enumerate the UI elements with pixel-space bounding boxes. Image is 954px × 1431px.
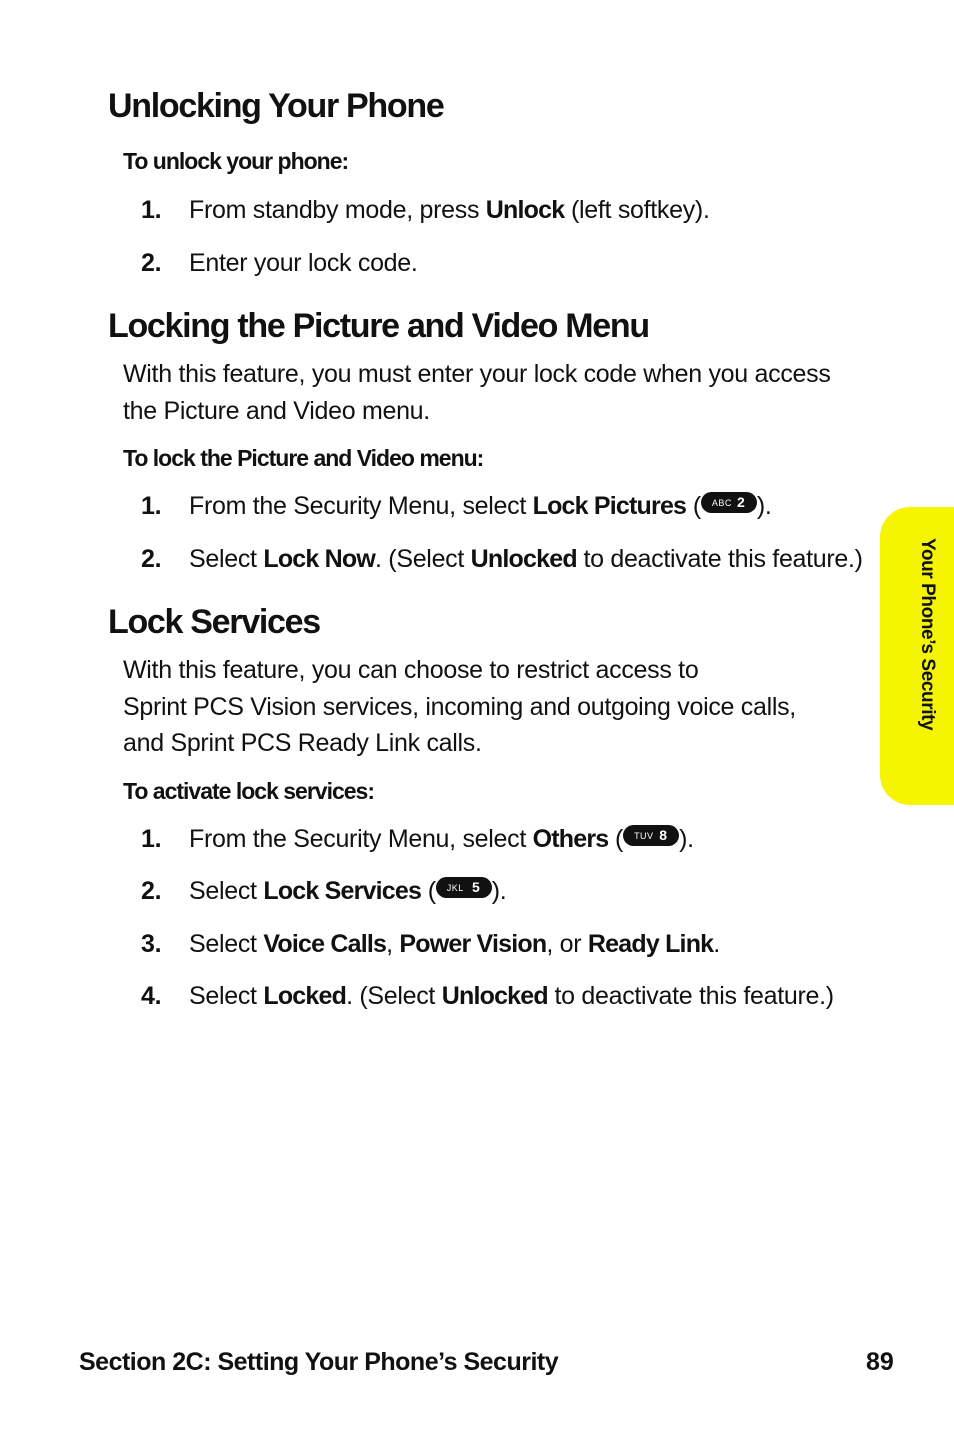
subhead-lock-picture: To lock the Picture and Video menu: [123,445,484,471]
services-intro [123,652,868,762]
keypad-8-icon: TUV 8 [623,825,679,846]
step-text: . (Select [375,544,471,573]
step-text: (left softkey). [564,196,710,224]
step-bold-locked: Locked [263,982,347,1010]
step-text: Select [189,544,264,573]
step-bold-lock-services: Lock Services [263,877,422,905]
step-bold-lock-now: Lock Now [263,544,376,573]
step-number: 1. [141,196,162,224]
step-text: Select [189,877,264,905]
step-number: 4. [141,982,162,1010]
step-text: , [386,929,400,958]
step-text: ( [686,492,701,520]
section-heading-unlocking: Unlocking Your Phone [108,87,444,125]
step-text: to deactivate this feature.) [576,544,863,573]
step-bold-lock-pictures: Lock Pictures [532,492,687,520]
intro-line: Sprint PCS Vision services, incoming and outgoing voice calls, [123,692,796,721]
section-heading-lock-services: Lock Services [108,603,320,641]
step-number: 1. [141,824,162,853]
step-text: From the Security Menu, select [189,824,533,853]
step-text: . (Select [346,982,442,1010]
step-bold-ready-link: Ready Link [587,929,714,958]
intro-line: and Sprint PCS Ready Link calls. [123,729,482,757]
keypad-2-icon: ABC 2 [701,492,757,513]
list-item [108,245,868,283]
footer-section-title: Section 2C: Setting Your Phone’s Security [79,1348,559,1376]
list-item [108,926,868,964]
step-text: From the Security Menu, select [189,492,533,520]
list-item [108,873,868,911]
step-text: , or [546,929,588,958]
step-bold-unlocked: Unlocked [470,544,577,573]
intro-line: With this feature, you can choose to restrict access to [123,656,699,684]
step-text: to deactivate this feature.) [547,982,834,1010]
subhead-unlock: To unlock your phone: [123,148,349,174]
section-heading-locking: Locking the Picture and Video Menu [108,307,649,345]
step-text: ). [679,824,694,853]
step-text: From standby mode, press [189,196,486,224]
step-text: ( [608,824,624,853]
step-text: . [713,929,720,958]
list-item [108,541,868,579]
side-tab-label: Your Phone’s Security [917,538,938,731]
step-text: ( [421,877,436,905]
step-text: Select [189,982,264,1010]
step-bold-unlock: Unlock [485,196,565,224]
step-bold-power-vision: Power Vision [399,929,547,958]
page-number: 89 [866,1348,894,1376]
locking-intro: With this feature, you must enter your lock code when you access the Picture and Video menu. [123,360,831,425]
keypad-5-icon: JKL 5 [436,877,492,898]
step-number: 2. [141,544,162,573]
list-item [108,978,868,1016]
services-steps [108,821,868,1016]
step-number: 2. [141,877,162,905]
step-text: ). [756,492,772,520]
unlock-steps [108,192,868,282]
step-text: ). [491,877,507,905]
step-number: 2. [141,248,162,277]
step-number: 3. [141,929,162,958]
step-text: Select [189,929,264,958]
subhead-activate-lock: To activate lock services: [123,777,374,804]
page-content [108,84,868,1016]
list-item [108,192,868,230]
step-bold-voice-calls: Voice Calls [263,929,387,958]
step-number: 1. [141,492,162,520]
step-bold-others: Others [532,824,609,853]
step-bold-unlocked: Unlocked [441,982,548,1010]
list-item [108,821,868,859]
step-text: Enter your lock code. [189,248,418,277]
list-item [108,488,868,526]
locking-steps [108,488,868,578]
